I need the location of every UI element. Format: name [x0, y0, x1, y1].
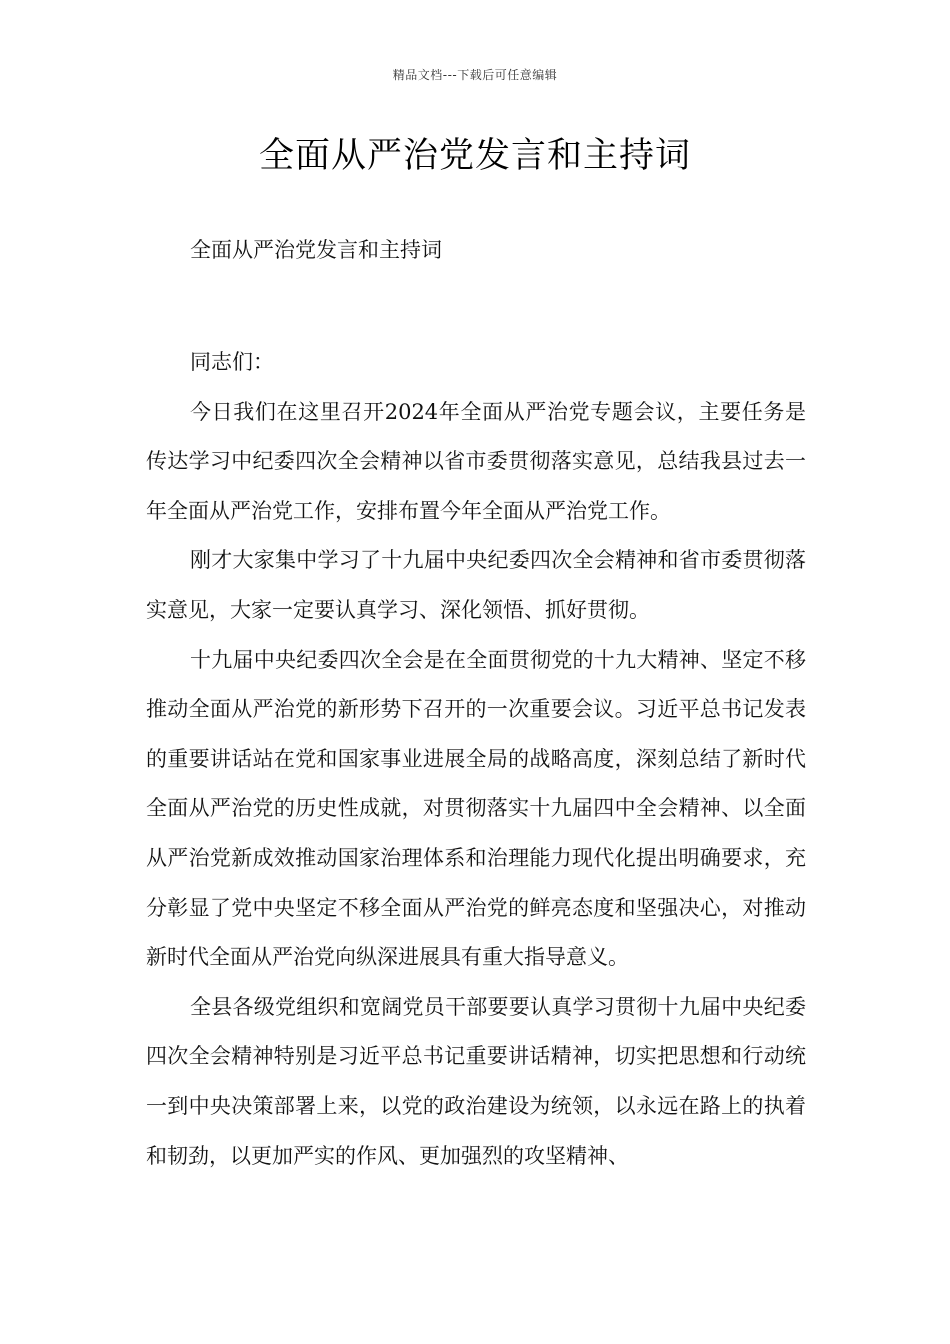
paragraph-2: 刚才大家集中学习了十九届中央纪委四次全会精神和省市委贯彻落实意见，大家一定要认真学习、深化领悟、抓好贯彻。 — [146, 548, 806, 622]
document-subtitle: 全面从严治党发言和主持词 — [190, 238, 442, 262]
header-note: 精品文档---下载后可任意编辑 — [392, 68, 558, 82]
document-title: 全面从严治党发言和主持词 — [258, 136, 691, 176]
paragraph-4: 全县各级党组织和宽阔党员干部要要认真学习贯彻十九届中央纪委四次全会精神特别是习近平总书记重要讲话精神，切实把思想和行动统一到中央决策部署上来，以党的政治建设为统领，以永远在路上的执着和韧劲，以更加严实的作风、更加强烈的攻坚精神、 — [146, 994, 806, 1168]
document-body — [146, 338, 806, 1181]
paragraph-1: 今日我们在这里召开2024年全面从严治党专题会议，主要任务是传达学习中纪委四次全会精神以省市委贯彻落实意见，总结我县过去一年全面从严治党工作，安排布置今年全面从严治党工作。 — [146, 399, 806, 523]
paragraph-salutation: 同志们： — [190, 350, 274, 374]
paragraph-3: 十九届中央纪委四次全会是在全面贯彻党的十九大精神、坚定不移推动全面从严治党的新形势下召开的一次重要会议。习近平总书记发表的重要讲话站在党和国家事业进展全局的战略高度，深刻总结了新时代全面从严治党的历史性成就，对贯彻落实十九届四中全会精神、以全面从严治党新成效推动国家治理体系和治理能力现代化提出明确要求，充分彰显了党中央坚定不移全面从严治党的鲜亮态度和坚强决心，对推动新时代全面从严治党向纵深进展具有重大指导意义。 — [146, 647, 806, 970]
